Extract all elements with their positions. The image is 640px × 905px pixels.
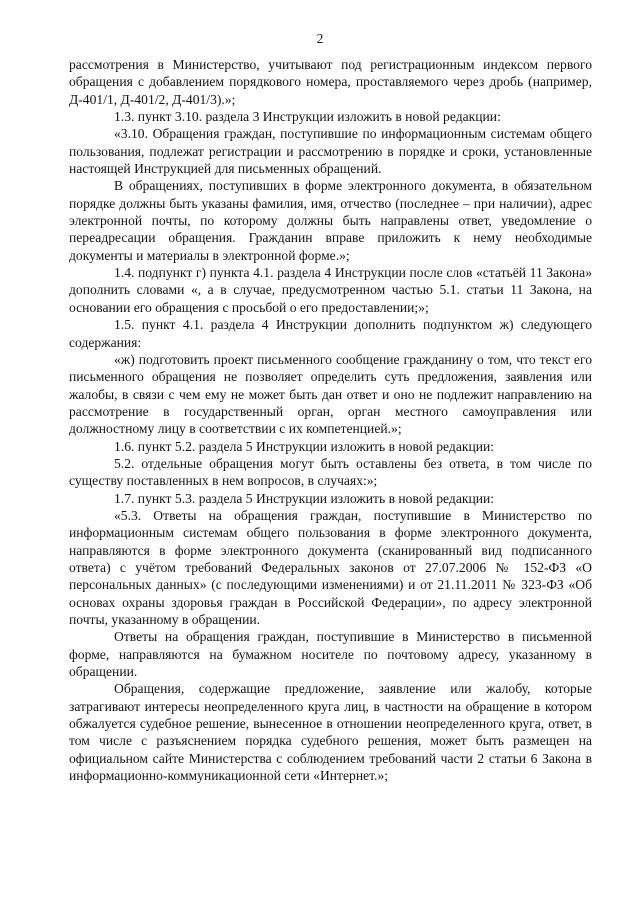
paragraph-item-1-4: 1.4. подпункт г) пункта 4.1. раздела 4 Инструкции после слов «статьёй 11 Закона» дополнить словами «, а в случае, предусмотренном частью 5.1. статьи 11 Закона, на основании его обращения с просьбой о его предоставлении;»; bbox=[69, 265, 592, 315]
paragraph-item-1-3: 1.3. пункт 3.10. раздела 3 Инструкции изложить в новой редакции: bbox=[114, 109, 501, 125]
paragraph-item-1-5: 1.5. пункт 4.1. раздела 4 Инструкции дополнить подпунктом ж) следующего содержания: bbox=[69, 317, 592, 350]
document-body bbox=[69, 56, 592, 784]
paragraph-item-1-6: 1.6. пункт 5.2. раздела 5 Инструкции изложить в новой редакции: bbox=[114, 438, 495, 454]
paragraph-electronic-requirements: В обращениях, поступивших в форме электронного документа, в обязательном порядке должны быть указаны фамилия, имя, отчество (последнее – при наличии), адрес электронной почты, по которому должны быть направлены ответ, уведомление о переадресации обращения. Гражданин вправе приложить к нему необходимые документы и материалы в электронной форме.»; bbox=[69, 178, 592, 263]
paragraph-public-replies: Обращения, содержащие предложение, заявление или жалобу, которые затрагивают интересы неопределенного круга лиц, в частности на обращение в котором обжалуется судебное решение, вынесенное в отношении неопределенного круга, ответ, в том числе с разъяснением порядка судебного решения, может быть размещен на официальном сайте Министерства с соблюдением требований части 2 статьи 6 Закона в информационно-коммуникационной сети «Интернет.»; bbox=[69, 681, 592, 784]
paragraph-item-1-7: 1.7. пункт 5.3. раздела 5 Инструкции изложить в новой редакции: bbox=[114, 490, 495, 506]
paragraph-subclause-zh: «ж) подготовить проект письменного сообщение гражданину о том, что текст его письменного обращения не позволяет определить суть предложения, заявления или жалобы, в связи с чем ему не может быть дан ответ и оно не подлежит направлению на рассмотрение в государственный орган, орган местного самоуправления или должностному лицу в соответствии с их компетенцией.»; bbox=[69, 351, 592, 437]
page-number: 2 bbox=[316, 31, 324, 46]
paragraph-clause-5-3: «5.3. Ответы на обращения граждан, поступившие в Министерство по информационным системам общего пользования в форме электронного документа, направляются в форме электронного документа (сканированный вид подписанного ответа) с учётом требований Федеральных законов от 27.07.2006 № 152-ФЗ «О персональных данных» (с последующими изменениями) и от 21.11.2011 № 323-ФЗ «Об основах охраны здоровья граждан в Российской Федерации», по адресу электронной почты, указанному в обращении. bbox=[69, 507, 592, 627]
paragraph-written-replies: Ответы на обращения граждан, поступившие в Министерство в письменной форме, направляются на бумажном носителе по почтовому адресу, указанному в обращении. bbox=[69, 629, 592, 680]
paragraph-clause-5-2: 5.2. отдельные обращения могут быть оставлены без ответа, в том числе по существу поставленных в нем вопросов, в случаях:»; bbox=[69, 455, 592, 489]
paragraph-continuation: рассмотрения в Министерство, учитывают под регистрационным индексом первого обращения с добавлением порядкового номера, проставляемого через дробь (например, Д-401/1, Д-401/2, Д-401/3).»; bbox=[69, 57, 592, 107]
paragraph-clause-3-10: «3.10. Обращения граждан, поступившие по информационным системам общего пользования, подлежат регистрации и рассмотрению в порядке и сроки, установленные настоящей Инструкцией для письменных обращений. bbox=[69, 126, 592, 177]
